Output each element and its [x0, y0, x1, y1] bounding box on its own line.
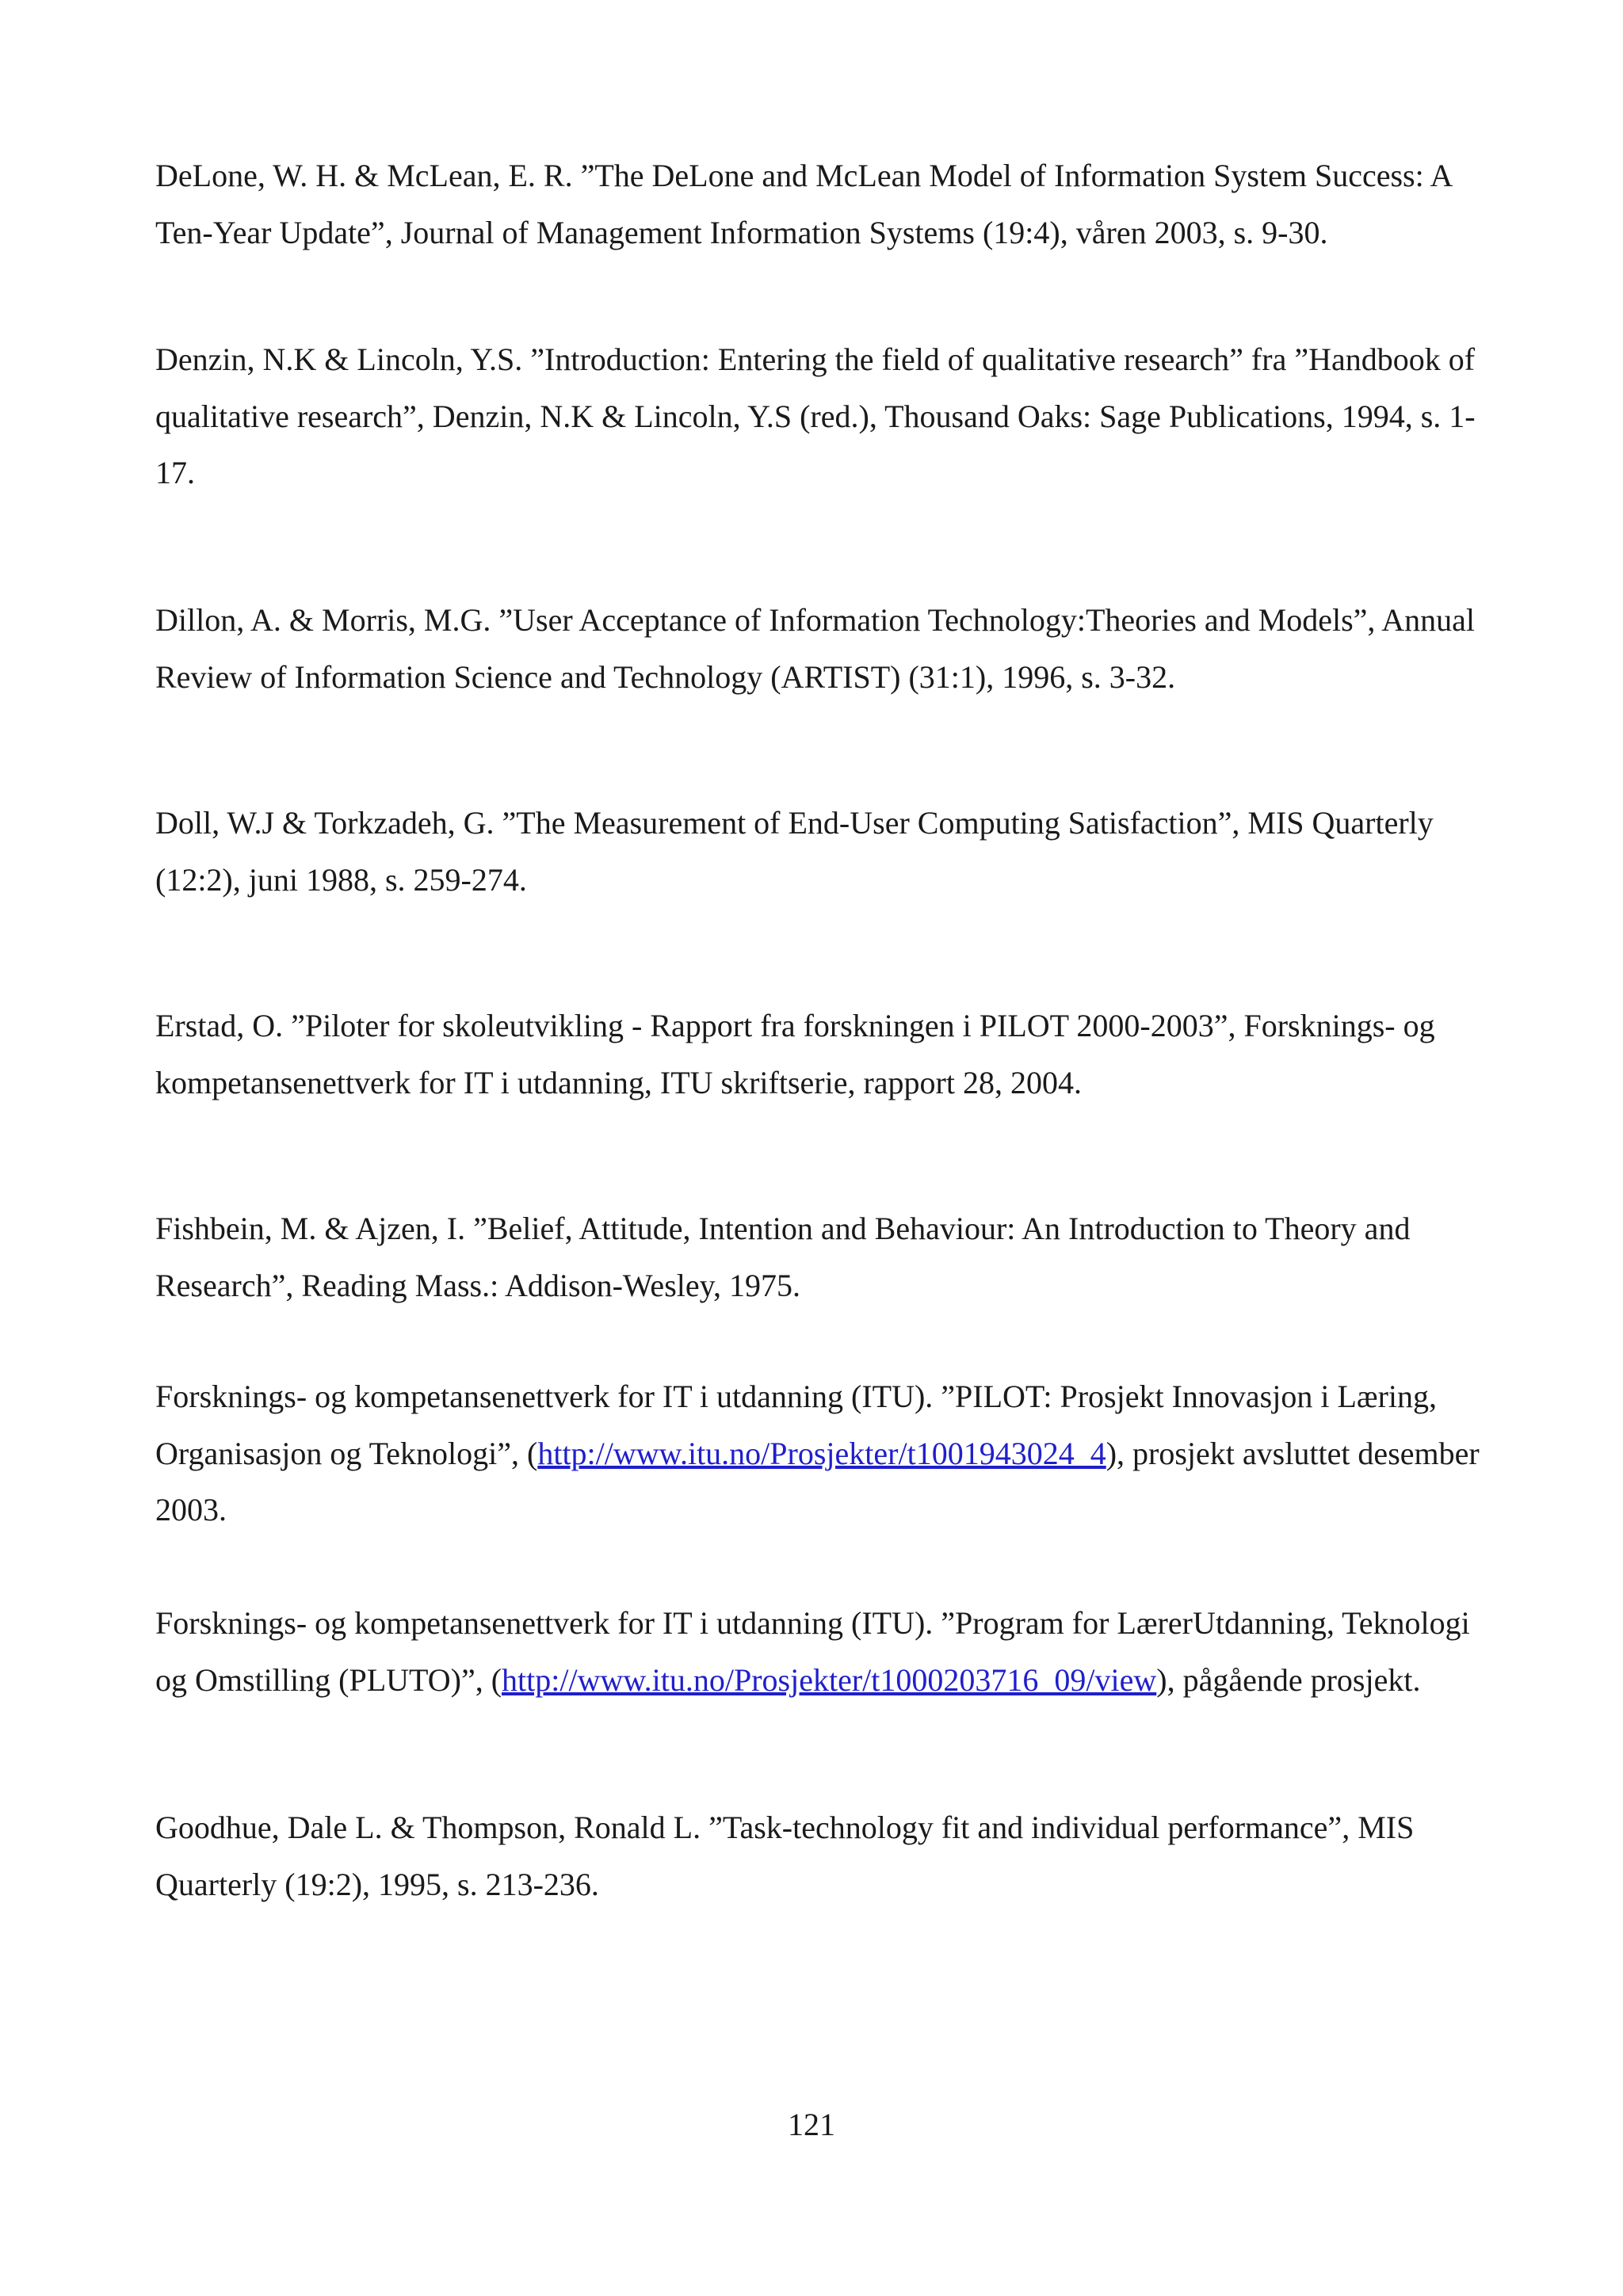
reference-delone-mclean: DeLone, W. H. & McLean, E. R. ”The DeLone and McLean Model of Information System Success: A Ten-Year Update”, Journal of Management Information Systems (19:4), våren 2003, s. 9-30. [155, 158, 1452, 250]
reference-dillon-morris: Dillon, A. & Morris, M.G. ”User Acceptance of Information Technology:Theories and Models”, Annual Review of Information Science and Technology (ARTIST) (31:1), 1996, s. 3-32. [155, 602, 1475, 695]
reference-doll-torkzadeh: Doll, W.J & Torkzadeh, G. ”The Measurement of End-User Computing Satisfaction”, MIS Quarterly (12:2), juni 1988, s. 259-274. [155, 805, 1434, 898]
reference-text: Forsknings- og kompetansenettverk for IT i utdanning (ITU). ”PILOT: Prosjekt Innovasjon i Læring, Organisasjon og Teknologi”, ( [155, 1379, 1438, 1471]
pluto-project-link[interactable]: http://www.itu.no/Prosjekter/t1000203716_09/view [502, 1661, 1157, 1698]
reference-text: ), prosjekt avsluttet desember 2003. [155, 1435, 1480, 1527]
reference-erstad: Erstad, O. ”Piloter for skoleutvikling - Rapport fra forskningen i PILOT 2000-2003”, Forsknings- og kompetansenettverk for IT i utdanning, ITU skriftserie, rapport 28, 2004. [155, 1008, 1435, 1100]
reference-itu-pluto [155, 1595, 1487, 1708]
reference-text: ), pågående prosjekt. [1156, 1661, 1421, 1698]
reference-denzin-lincoln: Denzin, N.K & Lincoln, Y.S. ”Introduction: Entering the field of qualitative research” fra ”Handbook of qualitative research”, Denzin, N.K & Lincoln, Y.S (red.), Thousand Oaks: Sage Publications, 1994, s. 1-17. [155, 341, 1476, 490]
pilot-project-link[interactable]: http://www.itu.no/Prosjekter/t1001943024_4 [537, 1435, 1106, 1471]
reference-text: Forsknings- og kompetansenettverk for IT i utdanning (ITU). ”Program for LærerUtdanning, Teknologi og Omstilling (PLUTO)”, ( [155, 1605, 1470, 1698]
reference-goodhue-thompson: Goodhue, Dale L. & Thompson, Ronald L. ”Task-technology fit and individual performance”, MIS Quarterly (19:2), 1995, s. 213-236. [155, 1810, 1415, 1902]
page-number: 121 [788, 2107, 835, 2142]
reference-fishbein-ajzen: Fishbein, M. & Ajzen, I. ”Belief, Attitude, Intention and Behaviour: An Introduction to Theory and Research”, Reading Mass.: Addison-Wesley, 1975. [155, 1211, 1411, 1303]
reference-itu-pilot [155, 1368, 1487, 1539]
